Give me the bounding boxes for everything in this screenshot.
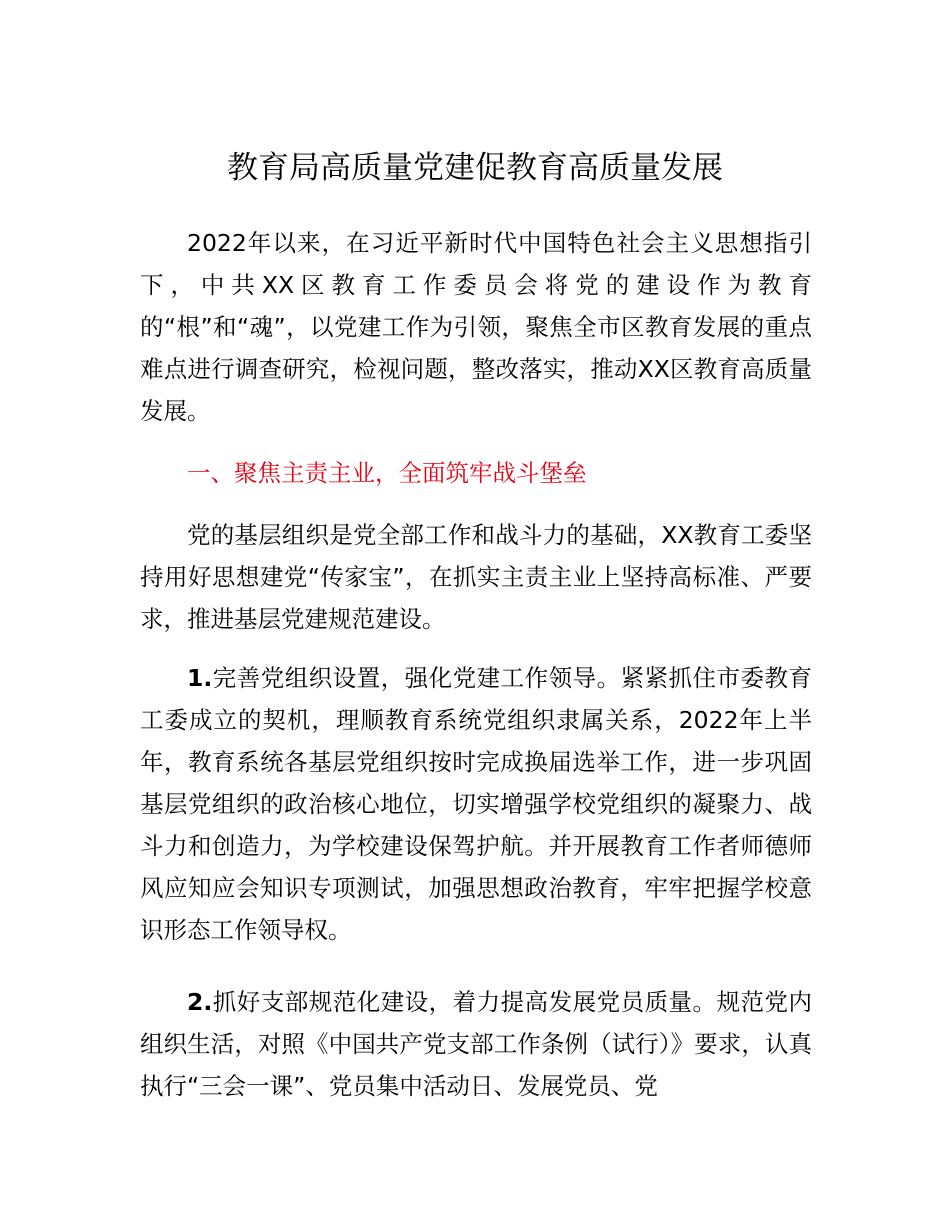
- item-2-text: 抓好支部规范化建设，着力提高发展党员质量。规范党内组织生活，对照《中国共产党支部工作条例（试行）》要求，认真执行“三会一课”、党员集中活动日、发展党员、党: [140, 988, 812, 1100]
- intro-paragraph: 2022年以来，在习近平新时代中国特色社会主义思想指引下，中共XX区教育工作委员会将党的建设作为教育的“根”和“魂”，以党建工作为引领，聚焦全市区教育发展的重点难点进行调查研究，检视问题，整改落实，推动XX区教育高质量发展。: [140, 229, 812, 425]
- item-2-paragraph: [140, 981, 812, 1107]
- item-2-number: 2.: [187, 988, 213, 1016]
- section-1-heading: 一、聚焦主责主业，全面筑牢战斗堡垒: [187, 459, 587, 487]
- document-title: 教育局高质量党建促教育高质量发展: [227, 150, 723, 186]
- section-1-paragraph: 党的基层组织是党全部工作和战斗力的基础，XX教育工委坚持用好思想建党“传家宝”，在抓实主责主业上坚持高标准、严要求，推进基层党建规范建设。: [140, 521, 812, 633]
- item-1-text: 完善党组织设置，强化党建工作领导。紧紧抓住市委教育工委成立的契机，理顺教育系统党组织隶属关系，2022年上半年，教育系统各基层党组织按时完成换届选举工作，进一步巩固基层党组织的政治核心地位，切实增强学校党组织的凝聚力、战斗力和创造力，为学校建设保驾护航。并开展教育工作者师德师风应知应会知识专项测试，加强思想政治教育，牢牢把握学校意识形态工作领导权。: [140, 664, 812, 944]
- item-1-paragraph: [140, 657, 812, 951]
- item-1-number: 1.: [187, 664, 213, 692]
